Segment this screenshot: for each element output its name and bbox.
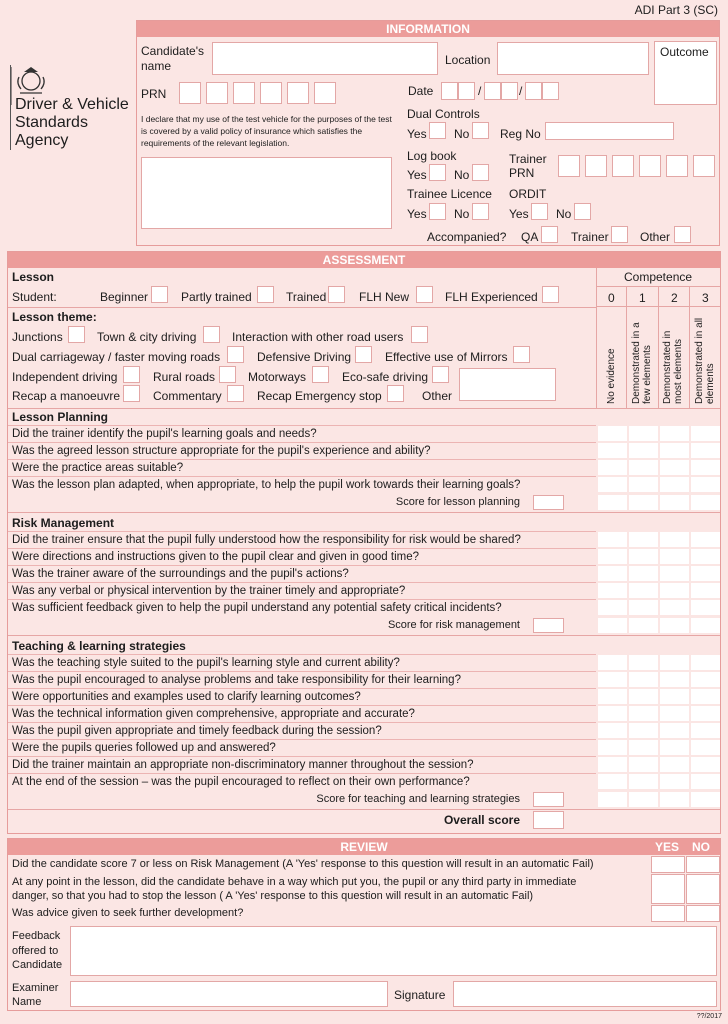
examiner-name-field[interactable]	[70, 981, 388, 1007]
review-question: At any point in the lesson, did the candidate behave in a way which put you, the pupil or any third party in immediate	[12, 876, 577, 888]
score-cell[interactable]	[660, 672, 689, 687]
ordit-label: ORDIT	[509, 187, 547, 201]
score-3-description: Demonstrated in all elements	[694, 317, 716, 404]
prn-digit[interactable]	[179, 82, 201, 104]
score-cell[interactable]	[598, 600, 627, 615]
log-book-yes-label: Yes	[407, 168, 427, 182]
ordit-yes-label: Yes	[509, 207, 529, 221]
information-header: INFORMATION	[137, 21, 719, 37]
score-cell[interactable]	[629, 672, 658, 687]
level-label: Trained	[286, 290, 327, 304]
question-row: Was the pupil given appropriate and timely feedback during the session?	[8, 722, 596, 739]
date-digit[interactable]	[484, 82, 501, 100]
score-row-cells	[597, 791, 720, 808]
examiner-label-line: Examiner	[12, 982, 59, 994]
score-cell[interactable]	[691, 706, 720, 721]
question-score-cells	[597, 739, 720, 756]
score-cell[interactable]	[691, 723, 720, 738]
score-cell[interactable]	[691, 495, 720, 510]
feedback-field[interactable]	[70, 926, 717, 976]
question-row: Was the technical information given comprehensive, appropriate and accurate?	[8, 705, 596, 722]
section-title: Lesson Planning	[12, 410, 109, 424]
section-divider	[8, 307, 596, 308]
dual-controls-yes-checkbox[interactable]	[429, 122, 446, 139]
overall-score-field[interactable]	[533, 811, 564, 829]
question-score-cells	[597, 548, 720, 565]
score-cell[interactable]	[598, 757, 627, 772]
score-cell[interactable]	[660, 600, 689, 615]
score-cell[interactable]	[691, 532, 720, 547]
location-label: Location	[445, 53, 491, 67]
prn-digit[interactable]	[287, 82, 309, 104]
feedback-label	[12, 929, 62, 973]
score-2-header: 2	[671, 291, 678, 305]
date-digit[interactable]	[542, 82, 559, 100]
score-cell[interactable]	[660, 583, 689, 598]
log-book-yes-checkbox[interactable]	[429, 164, 446, 181]
question-row: At the end of the session – was the pupil encouraged to reflect on their own performance?	[8, 773, 596, 790]
score-cell[interactable]	[691, 426, 720, 441]
section-divider	[8, 635, 720, 636]
question-row: Was the pupil encouraged to analyse problems and take responsibility for their learning?	[8, 671, 596, 688]
examiner-label-line: Name	[12, 996, 42, 1008]
score-col-divider	[626, 286, 627, 409]
date-slash: /	[478, 84, 482, 98]
score-cell[interactable]	[629, 443, 658, 458]
score-cell[interactable]	[691, 583, 720, 598]
section-divider	[8, 512, 720, 513]
question-row: Were the practice areas suitable?	[8, 459, 596, 476]
lesson-theme-title: Lesson theme:	[12, 310, 97, 324]
theme-independent-checkbox[interactable]	[123, 366, 140, 383]
prn-digit[interactable]	[314, 82, 336, 104]
competence-divider	[597, 306, 720, 307]
question-score-cells	[597, 599, 720, 616]
date-slash: /	[519, 84, 523, 98]
level-partly-trained-checkbox[interactable]	[257, 286, 274, 303]
competence-title: Competence	[624, 270, 693, 284]
score-cell[interactable]	[660, 426, 689, 441]
score-cell[interactable]	[660, 443, 689, 458]
score-2-description: Demonstrated in most elements	[662, 330, 684, 404]
score-3-header: 3	[702, 291, 709, 305]
score-cell[interactable]	[660, 774, 689, 789]
question-score-cells	[597, 425, 720, 442]
score-cell[interactable]	[629, 566, 658, 581]
question-row: Were directions and instructions given to the pupil clear and given in good time?	[8, 548, 596, 565]
overall-score-label: Overall score	[443, 813, 520, 827]
review-q2-yes[interactable]	[651, 874, 685, 904]
score-cell[interactable]	[691, 655, 720, 670]
date-label: Date	[408, 84, 434, 98]
score-0-header: 0	[608, 291, 615, 305]
theme-mirrors-checkbox[interactable]	[513, 346, 530, 363]
date-digit[interactable]	[458, 82, 475, 100]
trainer-prn-digit[interactable]	[666, 155, 688, 177]
score-cell[interactable]	[598, 792, 627, 807]
score-cell[interactable]	[660, 460, 689, 475]
agency-line: Driver & Vehicle	[15, 96, 129, 113]
question-row: Did the trainer identify the pupil's learning goals and needs?	[8, 425, 596, 442]
agency-line: Standards	[15, 114, 88, 131]
level-flh-new-checkbox[interactable]	[416, 286, 433, 303]
prn-digit[interactable]	[260, 82, 282, 104]
theme-label: Interaction with other road users	[232, 330, 404, 344]
qa-checkbox[interactable]	[541, 226, 558, 243]
date-digit[interactable]	[525, 82, 542, 100]
question-row: Did the trainer maintain an appropriate non-discriminatory manner throughout the session?	[8, 756, 596, 773]
question-row: Were the pupils queries followed up and answered?	[8, 739, 596, 756]
trainer-prn-digit[interactable]	[612, 155, 634, 177]
competence-divider	[596, 268, 597, 409]
level-label: Partly trained	[181, 290, 252, 304]
assessment-header: ASSESSMENT	[8, 252, 720, 268]
score-cell[interactable]	[660, 566, 689, 581]
score-cell[interactable]	[598, 774, 627, 789]
candidate-name-field[interactable]	[212, 42, 438, 75]
form-code: ADI Part 3 (SC)	[634, 3, 718, 17]
level-flh-experienced-checkbox[interactable]	[542, 286, 559, 303]
theme-motorways-checkbox[interactable]	[312, 366, 329, 383]
prn-digit[interactable]	[233, 82, 255, 104]
ordit-yes-checkbox[interactable]	[531, 203, 548, 220]
date-digit[interactable]	[441, 82, 458, 100]
question-row: Was the teaching style suited to the pupil's learning style and current ability?	[8, 654, 596, 671]
score-cell[interactable]	[629, 618, 658, 633]
question-row: Was the lesson plan adapted, when appropriate, to help the pupil work towards their learning goals?	[8, 476, 596, 493]
question-score-cells	[597, 722, 720, 739]
accompanied-trainer-checkbox[interactable]	[611, 226, 628, 243]
score-cell[interactable]	[598, 723, 627, 738]
location-field[interactable]	[497, 42, 649, 75]
review-q1-no[interactable]	[686, 856, 720, 873]
score-cell[interactable]	[598, 583, 627, 598]
trainer-prn-digit[interactable]	[558, 155, 580, 177]
section-divider	[8, 408, 720, 409]
score-row-cells	[597, 617, 720, 634]
score-cell[interactable]	[598, 706, 627, 721]
score-cell[interactable]	[660, 757, 689, 772]
score-cell[interactable]	[691, 600, 720, 615]
score-cell[interactable]	[691, 443, 720, 458]
score-cell[interactable]	[598, 495, 627, 510]
accompanied-other-label: Other	[640, 230, 671, 244]
declaration-signature-field[interactable]	[141, 157, 392, 229]
agency-name	[15, 96, 129, 150]
theme-commentary-checkbox[interactable]	[227, 385, 244, 402]
score-cell[interactable]	[598, 655, 627, 670]
score-1-header: 1	[639, 291, 646, 305]
theme-other-field[interactable]	[459, 368, 556, 401]
level-label: Beginner	[100, 290, 149, 304]
score-cell[interactable]	[691, 689, 720, 704]
theme-label: Town & city driving	[97, 330, 197, 344]
section-score-field[interactable]	[533, 792, 564, 807]
qa-label: QA	[521, 230, 539, 244]
review-q2-no[interactable]	[686, 874, 720, 904]
score-cell[interactable]	[660, 618, 689, 633]
question-score-cells	[597, 442, 720, 459]
theme-dual-carriageway-checkbox[interactable]	[227, 346, 244, 363]
date-digit[interactable]	[501, 82, 518, 100]
score-cell[interactable]	[629, 583, 658, 598]
score-cell[interactable]	[629, 549, 658, 564]
dual-controls-no-checkbox[interactable]	[472, 122, 489, 139]
review-no-header: NO	[692, 840, 710, 854]
ordit-no-label: No	[556, 207, 572, 221]
theme-label: Rural roads	[153, 370, 216, 384]
score-1-description: Demonstrated in a few elements	[631, 322, 653, 404]
score-label: Score for risk management	[387, 619, 520, 631]
score-cell[interactable]	[660, 740, 689, 755]
theme-label: Junctions	[12, 330, 63, 344]
score-label: Score for lesson planning	[395, 496, 520, 508]
accompanied-other-checkbox[interactable]	[674, 226, 691, 243]
score-cell[interactable]	[629, 655, 658, 670]
score-cell[interactable]	[691, 740, 720, 755]
theme-label: Defensive Driving	[257, 350, 352, 364]
question-row: Did the trainer ensure that the pupil fully understood how the responsibility for risk would be shared?	[8, 531, 596, 548]
outcome-label: Outcome	[660, 45, 709, 59]
score-cell[interactable]	[660, 723, 689, 738]
score-label: Score for teaching and learning strategies	[316, 793, 520, 805]
trainee-licence-no-label: No	[454, 207, 470, 221]
score-cell[interactable]	[691, 460, 720, 475]
score-cell[interactable]	[691, 672, 720, 687]
theme-recap-manoeuvre-checkbox[interactable]	[123, 385, 140, 402]
question-row: Was sufficient feedback given to help the pupil understand any potential safety critical incidents?	[8, 599, 596, 616]
score-cell[interactable]	[629, 792, 658, 807]
candidate-name-label: Candidate's name	[141, 44, 204, 73]
score-cell[interactable]	[691, 774, 720, 789]
accompanied-trainer-label: Trainer	[571, 230, 609, 244]
trainee-licence-label: Trainee Licence	[407, 187, 492, 201]
feedback-label-line: offered to	[12, 944, 59, 957]
trainee-licence-no-checkbox[interactable]	[472, 203, 489, 220]
question-score-cells	[597, 705, 720, 722]
accompanied-label: Accompanied?	[427, 230, 507, 244]
score-cell[interactable]	[598, 460, 627, 475]
score-cell[interactable]	[691, 566, 720, 581]
agency-divider	[10, 65, 11, 150]
theme-label: Eco-safe driving	[342, 370, 429, 384]
score-cell[interactable]	[598, 618, 627, 633]
question-row: Was the trainer aware of the surroundings and the pupil's actions?	[8, 565, 596, 582]
level-label: FLH Experienced	[445, 290, 538, 304]
review-question: danger, so that you had to stop the lesson ( A 'Yes' response to this question will result in an automatic Fail)	[12, 890, 534, 902]
ordit-no-checkbox[interactable]	[574, 203, 591, 220]
question-row: Was the agreed lesson structure appropriate for the pupil's experience and ability?	[8, 442, 596, 459]
signature-label: Signature	[394, 988, 446, 1002]
reg-no-label: Reg No	[500, 127, 541, 141]
score-col-divider	[658, 286, 659, 409]
score-cell[interactable]	[660, 655, 689, 670]
score-cell[interactable]	[598, 426, 627, 441]
question-score-cells	[597, 688, 720, 705]
reg-no-field[interactable]	[545, 122, 674, 140]
theme-label: Effective use of Mirrors	[385, 350, 508, 364]
examiner-label	[12, 981, 58, 1009]
review-question: Was advice given to seek further development?	[12, 907, 244, 919]
theme-label: Dual carriageway / faster moving roads	[12, 350, 221, 364]
theme-junctions-checkbox[interactable]	[68, 326, 85, 343]
question-score-cells	[597, 565, 720, 582]
trainee-licence-yes-checkbox[interactable]	[429, 203, 446, 220]
score-cell[interactable]	[629, 706, 658, 721]
prn-digit[interactable]	[206, 82, 228, 104]
score-cell[interactable]	[629, 723, 658, 738]
log-book-no-checkbox[interactable]	[472, 164, 489, 181]
level-beginner-checkbox[interactable]	[151, 286, 168, 303]
section-score-field[interactable]	[533, 618, 564, 633]
log-book-label: Log book	[407, 149, 457, 163]
section-score-field[interactable]	[533, 495, 564, 510]
score-cell[interactable]	[598, 689, 627, 704]
score-cell[interactable]	[629, 426, 658, 441]
score-cell[interactable]	[629, 460, 658, 475]
question-score-cells	[597, 459, 720, 476]
question-score-cells	[597, 476, 720, 493]
score-cell[interactable]	[598, 477, 627, 492]
score-cell[interactable]	[629, 532, 658, 547]
theme-eco-safe-checkbox[interactable]	[432, 366, 449, 383]
theme-label: Other	[422, 389, 453, 403]
score-cell[interactable]	[660, 549, 689, 564]
score-cell[interactable]	[629, 495, 658, 510]
level-trained-checkbox[interactable]	[328, 286, 345, 303]
review-q3-no[interactable]	[686, 905, 720, 922]
question-score-cells	[597, 582, 720, 599]
score-cell[interactable]	[598, 740, 627, 755]
score-0-description: No evidence	[606, 348, 617, 404]
score-cell[interactable]	[598, 672, 627, 687]
theme-rural-checkbox[interactable]	[219, 366, 236, 383]
score-cell[interactable]	[660, 792, 689, 807]
theme-town-city-checkbox[interactable]	[203, 326, 220, 343]
dual-controls-yes-label: Yes	[407, 127, 427, 141]
score-cell[interactable]	[691, 757, 720, 772]
question-score-cells	[597, 756, 720, 773]
score-cell[interactable]	[629, 477, 658, 492]
prn-label: PRN	[141, 87, 167, 101]
score-cell[interactable]	[629, 774, 658, 789]
insurance-declaration: I declare that my use of the test vehicle for the purposes of the test is covered by a valid policy of insurance which satisfies the requirements of the relevant legislation.	[141, 114, 392, 148]
theme-interaction-checkbox[interactable]	[411, 326, 428, 343]
question-score-cells	[597, 773, 720, 790]
question-score-cells	[597, 654, 720, 671]
score-cell[interactable]	[629, 689, 658, 704]
score-cell[interactable]	[629, 757, 658, 772]
score-cell[interactable]	[660, 706, 689, 721]
dual-controls-no-label: No	[454, 127, 470, 141]
score-row-cells	[597, 494, 720, 511]
review-yes-header: YES	[655, 840, 680, 854]
trainer-prn-digit[interactable]	[639, 155, 661, 177]
question-row: Was any verbal or physical intervention by the trainer timely and appropriate?	[8, 582, 596, 599]
section-title: Teaching & learning strategies	[12, 639, 186, 653]
score-cell[interactable]	[629, 600, 658, 615]
question-score-cells	[597, 531, 720, 548]
theme-recap-emergency-checkbox[interactable]	[387, 385, 404, 402]
theme-label: Independent driving	[12, 370, 118, 384]
signature-field[interactable]	[453, 981, 717, 1007]
level-label: FLH New	[359, 290, 410, 304]
student-label: Student:	[12, 290, 57, 304]
theme-label: Recap a manoeuvre	[12, 389, 121, 403]
lesson-title: Lesson	[12, 270, 55, 284]
feedback-label-line: Feedback	[12, 930, 61, 942]
review-q1-yes[interactable]	[651, 856, 685, 873]
score-cell[interactable]	[691, 477, 720, 492]
theme-label: Recap Emergency stop	[257, 389, 382, 403]
review-header: REVIEW	[8, 839, 720, 855]
section-title: Risk Management	[12, 516, 115, 530]
score-cell[interactable]	[691, 618, 720, 633]
score-cell[interactable]	[598, 443, 627, 458]
footer-code: ??/2017	[696, 1013, 722, 1020]
score-cell[interactable]	[660, 532, 689, 547]
score-col-divider	[689, 286, 690, 409]
question-row: Were opportunities and examples used to clarify learning outcomes?	[8, 688, 596, 705]
score-cell[interactable]	[691, 549, 720, 564]
trainer-prn-digit[interactable]	[585, 155, 607, 177]
score-cell[interactable]	[691, 792, 720, 807]
trainee-licence-yes-label: Yes	[407, 207, 427, 221]
trainer-prn-label: Trainer PRN	[509, 152, 547, 180]
score-cell[interactable]	[629, 740, 658, 755]
score-cell[interactable]	[660, 689, 689, 704]
score-cell[interactable]	[598, 549, 627, 564]
log-book-no-label: No	[454, 168, 470, 182]
review-question: Did the candidate score 7 or less on Risk Management (A 'Yes' response to this question will result in an automatic Fail)	[12, 858, 594, 870]
feedback-label-line: Candidate	[12, 959, 63, 971]
agency-line: Agency	[15, 132, 69, 149]
score-cell[interactable]	[598, 532, 627, 547]
review-q3-yes[interactable]	[651, 905, 685, 922]
score-cell[interactable]	[660, 495, 689, 510]
trainer-prn-digit[interactable]	[693, 155, 715, 177]
theme-defensive-checkbox[interactable]	[355, 346, 372, 363]
score-cell[interactable]	[660, 477, 689, 492]
score-cell[interactable]	[598, 566, 627, 581]
theme-label: Commentary	[153, 389, 222, 403]
question-score-cells	[597, 671, 720, 688]
theme-label: Motorways	[248, 370, 307, 384]
section-divider	[8, 809, 720, 810]
dual-controls-label: Dual Controls	[407, 107, 480, 121]
